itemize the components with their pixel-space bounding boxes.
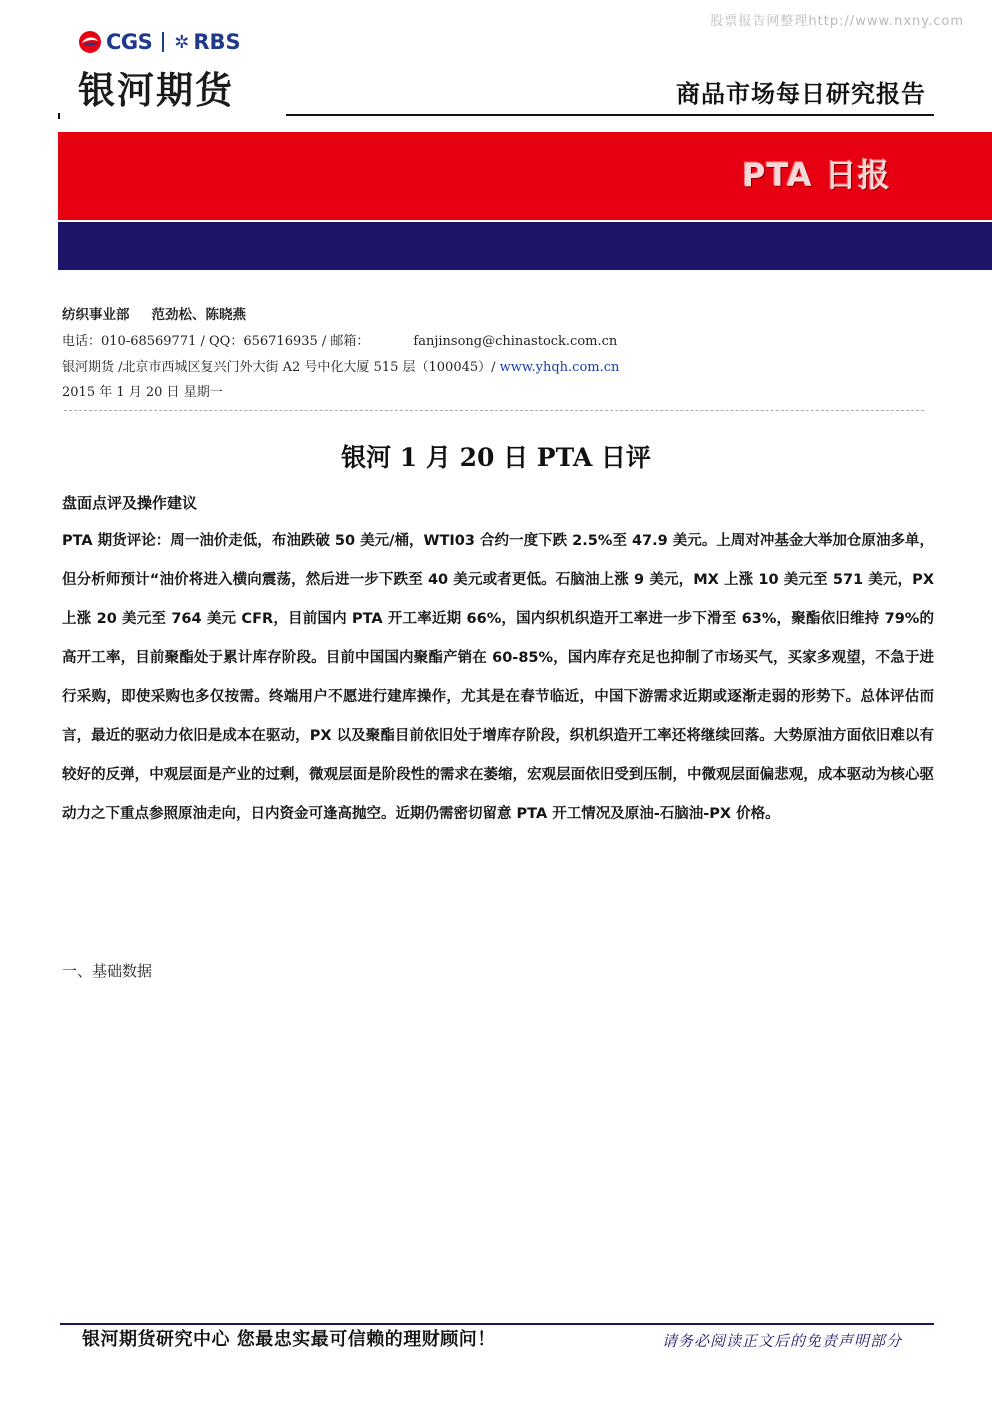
logo-rbs-text: RBS bbox=[193, 30, 241, 54]
report-title: 商品市场每日研究报告 bbox=[676, 80, 926, 108]
article-title: 银河 1 月 20 日 PTA 日评 bbox=[341, 443, 651, 472]
cgs-swirl-icon bbox=[78, 30, 102, 54]
rbs-mark-icon: ✲ bbox=[174, 31, 190, 53]
disclaimer-notice: 请务必阅读正文后的免责声明部分 bbox=[661, 1332, 902, 1350]
report-date: 2015 年 1 月 20 日 星期一 bbox=[62, 385, 223, 400]
company-logo bbox=[78, 30, 278, 116]
logo-cgs-text: CGS bbox=[106, 30, 153, 54]
commentary-paragraph: PTA 期货评论：周一油价走低，布油跌破 50 美元/桶，WTI03 合约一度下跌 2.5%至 47.9 美元。上周对冲基金大举加仓原油多单，但分析师预计“油价将进入横向震荡，然后进一步下跌至 40 美元或者更低。石脑油上涨 9 美元，MX 上涨 10 美元至 571 美元，PX 上涨 20 美元至 764 美元 CFR，目前国内 PTA 开工率近期 66%，国内织机织造开工率进一步下滑至 63%，聚酯依旧维持 79%的高开工率，目前聚酯处于累计库存阶段。目前中国国内聚酯产销在 60-85%，国内库存充足也抑制了市场买气，买家多观望，不急于进行采购，即使采购也多仅按需。终端用户不愿进行建库操作，尤其是在春节临近，中国下游需求近期或逐渐走弱的形势下。总体评估而言，最近的驱动力依旧是成本在驱动，PX 以及聚酯目前依旧处于增库存阶段，织机织造开工率还将继续回落。大势原油方面依旧难以有较好的反弹，中观层面是产业的过剩，微观层面是阶段性的需求在萎缩，宏观层面依旧受到压制，中微观层面偏悲观，成本驱动为核心驱动力之下重点参照原油走向，日内资金可逢高抛空。近期仍需密切留意 PTA 开工情况及原油-石脑油-PX 价格。 bbox=[62, 533, 934, 822]
department-line bbox=[62, 303, 246, 323]
department: 纺织事业部 bbox=[62, 307, 130, 323]
banner-title: PTA 日报 bbox=[742, 156, 891, 194]
logo-separator bbox=[162, 32, 164, 52]
logo-chinese-name: 银河期货 bbox=[78, 69, 234, 112]
address-line bbox=[62, 356, 619, 375]
website-link[interactable]: www.yhqh.com.cn bbox=[499, 360, 620, 375]
address: 银河期货 /北京市西城区复兴门外大街 A2 号中化大厦 515 层（100045）/ bbox=[62, 360, 500, 375]
contact-info: 电话：010-68569771 / QQ：656716935 / 邮箱： bbox=[62, 334, 370, 349]
blue-banner bbox=[58, 222, 992, 270]
email-address[interactable]: fanjinsong@chinastock.com.cn bbox=[413, 334, 618, 349]
watermark-text: 股票报告网整理http://www.nxny.com bbox=[710, 14, 964, 29]
dashed-divider bbox=[64, 410, 924, 411]
contact-line bbox=[62, 330, 617, 349]
header-left-tick bbox=[58, 113, 60, 119]
authors: 范劲松、陈晓燕 bbox=[151, 307, 246, 323]
footer-slogan: 银河期货研究中心 您最忠实最可信赖的理财顾问！ bbox=[82, 1329, 496, 1350]
basic-data-heading: 一、基础数据 bbox=[62, 962, 153, 980]
header-rule bbox=[286, 114, 934, 116]
section-heading: 盘面点评及操作建议 bbox=[62, 494, 198, 512]
